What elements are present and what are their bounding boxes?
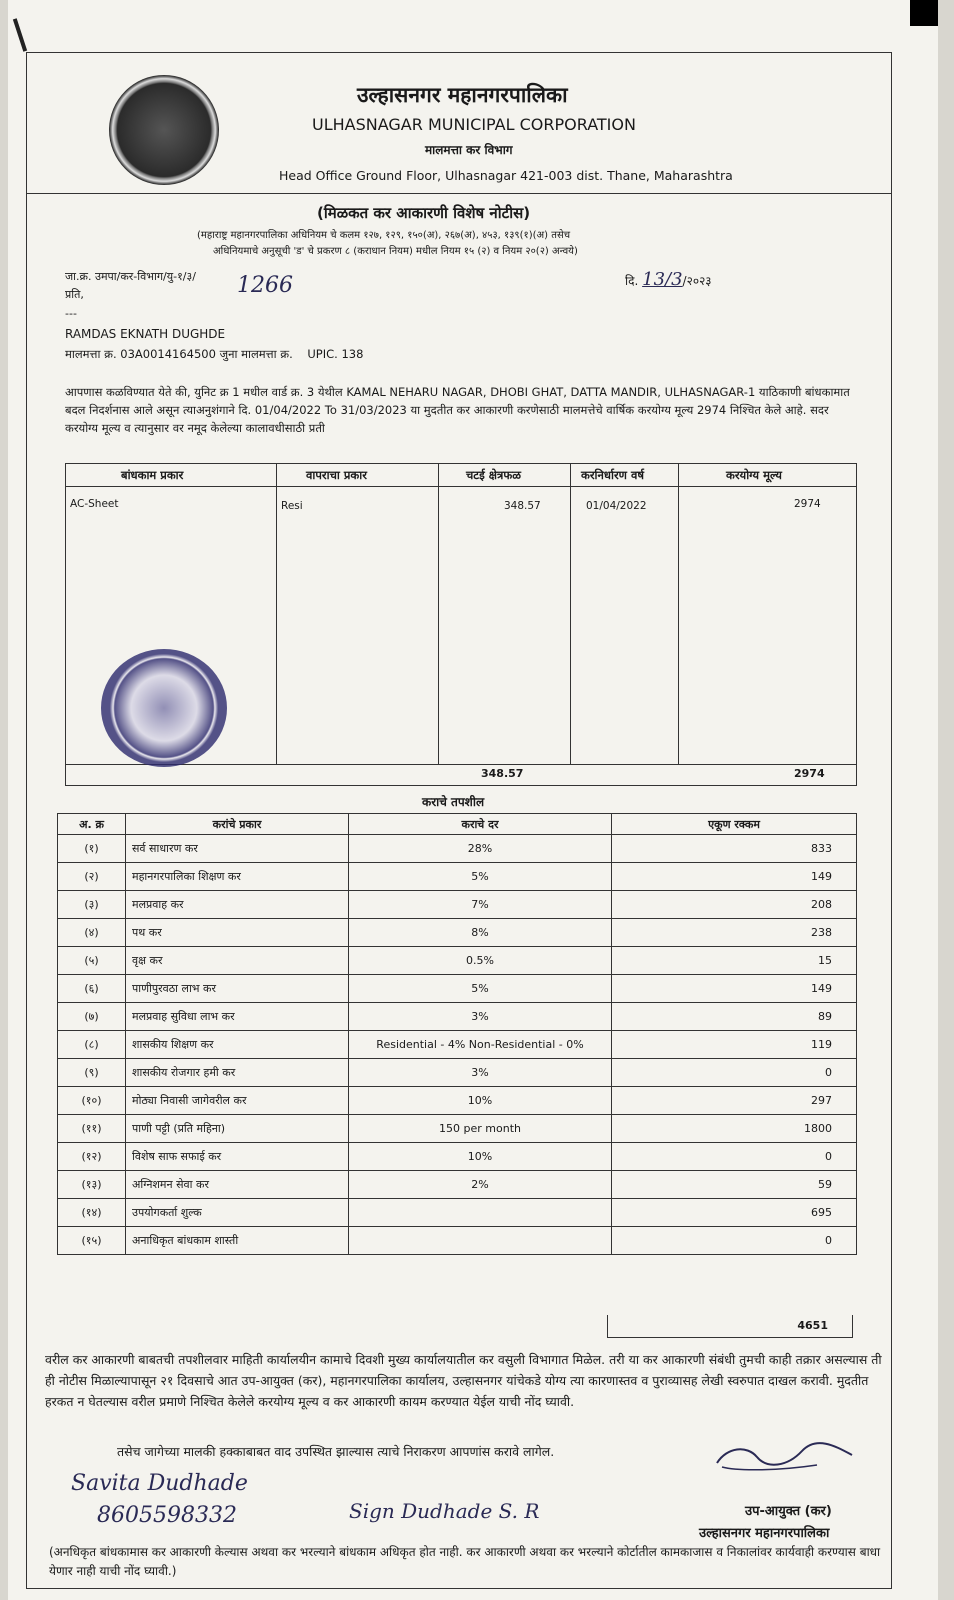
tax-row [58,1059,857,1087]
tax-details-title: कराचे तपशील [422,795,485,809]
tax-amount: 0 [612,1059,857,1087]
col-tax-rate: कराचे दर [349,814,612,835]
tax-serial: (६) [58,975,126,1003]
tax-rate: 3% [349,1003,612,1031]
notice-date [625,269,712,290]
body-paragraph: वरील कर आकारणी बाबतची तपशीलवार माहिती कार्यालयीन कामाचे दिवशी मुख्य कार्यालयातील कर वसुली विभागात मिळेल. तरी या कर आकारणी संबंधी तुमची काही तक्रार असल्यास ती ही नोटीस मिळाल्यापासून २१ दिवसाचे आत उप-आयुक्त (कर), महानगरपालिका कार्यालय, उल्हासनगर यांचेकडे योग्य त्या कारणास्तव व पुराव्यासह लेखी स्वरुपात दाखल करावी. मुदतीत हरकत न घेतल्यास वरील प्रमाणे निश्चित केलेले करयोग्य मूल्य व कर आकारणी कायम करण्यात येईल याची नोंद घ्यावी. [45,1352,882,1409]
tax-row [58,1087,857,1115]
pen-mark [13,18,27,52]
date-prefix: दि. [625,274,639,288]
col-carpet-area: चटई क्षेत्रफळ [466,468,521,482]
col-serial: अ. क्र [58,814,126,835]
tax-amount: 15 [612,947,857,975]
tax-amount: 833 [612,835,857,863]
tax-row [58,891,857,919]
addressee-label: प्रति, [65,288,84,301]
tax-type: वृक्ष कर [126,947,349,975]
tax-amount: 149 [612,975,857,1003]
tax-type: महानगरपालिका शिक्षण कर [126,863,349,891]
tax-serial: (७) [58,1003,126,1031]
tax-type: पाणी पट्टी (प्रति महिना) [126,1115,349,1143]
tax-rate [349,1199,612,1227]
valuation-total-row [65,763,857,786]
tax-row [58,1031,857,1059]
handwritten-name: Savita Dudhade [71,1471,248,1496]
tax-serial: (४) [58,919,126,947]
cell-year: 01/04/2022 [586,500,647,512]
corporation-title-marathi: उल्हासनगर महानगरपालिका [357,83,568,107]
cell-value: 2974 [794,498,821,510]
tax-type: सर्व साधारण कर [126,835,349,863]
tax-rate: 10% [349,1087,612,1115]
tax-type: अग्निशमन सेवा कर [126,1171,349,1199]
tax-amount: 0 [612,1227,857,1255]
tax-grand-total: 4651 [607,1315,853,1338]
reference-label: जा.क्र. उमपा/कर-विभाग/यु-१/३/ [65,270,196,283]
tax-type: पाणीपुरवठा लाभ कर [126,975,349,1003]
tax-row [58,1003,857,1031]
tax-amount: 238 [612,919,857,947]
property-label: मालमत्ता क्र. 03A0014164500 जुना मालमत्ता क्र. [65,347,293,361]
tax-header-row [58,814,857,835]
designation-deputy-commissioner: उप-आयुक्त (कर) [745,1504,832,1519]
tax-rate: 3% [349,1059,612,1087]
official-seal-stamp [101,649,227,767]
tax-row [58,975,857,1003]
tax-amount: 0 [612,1143,857,1171]
tax-amount: 297 [612,1087,857,1115]
tax-row [58,919,857,947]
tax-amount: 208 [612,891,857,919]
upic-number: UPIC. 138 [307,347,364,361]
notice-subtitle-2: अधिनियमाचे अनुसूची 'ड' चे प्रकरण ८ (कराधान नियम) मधील नियम १५ (२) व नियम २०(२) अन्वये) [213,246,578,257]
tax-type: पथ कर [126,919,349,947]
tax-rate: Residential - 4% Non-Residential - 0% [349,1031,612,1059]
tax-type: मोठ्या निवासी जागेवरील कर [126,1087,349,1115]
total-area: 348.57 [481,767,524,780]
corporation-title-english: ULHASNAGAR MUNICIPAL CORPORATION [312,115,636,134]
owner-name: RAMDAS EKNATH DUGHDE [65,327,226,341]
notice-title: (मिळकत कर आकारणी विशेष नोटीस) [317,204,531,222]
tax-serial: (१०) [58,1087,126,1115]
official-signature [707,1437,857,1473]
tax-rate: 2% [349,1171,612,1199]
col-tax-type: करांचे प्रकार [126,814,349,835]
tax-serial: (९) [58,1059,126,1087]
tax-row [58,1227,857,1255]
notice-document [26,52,892,1589]
tax-type: मलप्रवाह सुविधा लाभ कर [126,1003,349,1031]
tax-amount: 149 [612,863,857,891]
col-total-amount: एकूण रक्कम [612,814,857,835]
tax-row [58,947,857,975]
addressee-dashes: --- [65,307,77,320]
col-taxable-value: करयोग्य मूल्य [726,468,782,482]
tax-row [58,1171,857,1199]
reference-number-handwritten: 1266 [237,273,293,298]
office-address: Head Office Ground Floor, Ulhasnagar 421-003 dist. Thane, Maharashtra [279,168,733,183]
tax-amount: 59 [612,1171,857,1199]
col-usage-type: वापराचा प्रकार [306,468,367,482]
tax-rate: 28% [349,835,612,863]
tax-rate [349,1227,612,1255]
tax-type: विशेष साफ सफाई कर [126,1143,349,1171]
property-number [65,347,363,362]
date-handwritten: 13/3 [642,269,683,290]
tax-serial: (५) [58,947,126,975]
tax-rate: 8% [349,919,612,947]
tax-serial: (१४) [58,1199,126,1227]
tax-rate: 150 per month [349,1115,612,1143]
tax-serial: (११) [58,1115,126,1143]
notice-subtitle-1: (महाराष्ट्र महानगरपालिका अधिनियम चे कलम १२७, १२९, १५०(अ), २६७(अ), ४५३, १३९(१)(अ) तसेच [197,230,571,241]
tax-serial: (१२) [58,1143,126,1171]
tax-details-table [57,813,857,1255]
tax-amount: 695 [612,1199,857,1227]
tax-row [58,1143,857,1171]
col-construction-type: बांधकाम प्रकार [121,468,184,482]
municipal-emblem-logo [109,75,219,185]
handwritten-signature-note: Sign Dudhade S. R [349,1499,540,1523]
tax-serial: (१३) [58,1171,126,1199]
designation-corporation: उल्हासनगर महानगरपालिका [699,1526,830,1541]
tax-rate: 7% [349,891,612,919]
tax-serial: (२) [58,863,126,891]
tax-rate: 5% [349,863,612,891]
tax-rate: 5% [349,975,612,1003]
tax-serial: (८) [58,1031,126,1059]
tax-type: मलप्रवाह कर [126,891,349,919]
handwritten-phone: 8605598332 [97,1503,237,1528]
tax-serial: (१५) [58,1227,126,1255]
footnote: (अनधिकृत बांधकामास कर आकारणी केल्यास अथवा कर भरल्याने बांधकाम अधिकृत होत नाही. कर आकारणी अथवा कर भरल्याने कोर्टातील कामकाजास व निकालांवर कार्यवाही करण्यास बाधा येणार नाही याची नोंद घ्यावी.) [49,1545,881,1578]
cell-usage: Resi [281,500,303,512]
tax-serial: (१) [58,835,126,863]
tax-rate: 10% [349,1143,612,1171]
tax-type: अनाधिकृत बांधकाम शास्ती [126,1227,349,1255]
tax-row [58,1199,857,1227]
department-name: मालमत्ता कर विभाग [425,143,513,157]
header-divider [27,193,891,194]
tax-row [58,835,857,863]
tax-rate: 0.5% [349,947,612,975]
cell-construction: AC-Sheet [70,498,119,510]
tax-type: उपयोगकर्ता शुल्क [126,1199,349,1227]
tax-type: शासकीय रोजगार हमी कर [126,1059,349,1087]
total-value: 2974 [794,767,825,780]
tax-amount: 89 [612,1003,857,1031]
tax-row [58,1115,857,1143]
date-suffix: /२०२३ [682,274,712,288]
page-corner-shadow [910,0,938,26]
cell-area: 348.57 [504,500,541,512]
tax-serial: (३) [58,891,126,919]
tax-type: शासकीय शिक्षण कर [126,1031,349,1059]
tax-amount: 119 [612,1031,857,1059]
col-assessment-year: करनिर्धारण वर्ष [581,468,645,482]
tax-row [58,863,857,891]
tax-amount: 1800 [612,1115,857,1143]
notice-page [8,0,938,1600]
ownership-note: तसेच जागेच्या मालकी हक्काबाबत वाद उपस्थित झाल्यास त्याचे निराकरण आपणांस करावे लागेल. [117,1444,555,1459]
intro-paragraph: आपणास कळविण्यात येते की, युनिट क्र 1 मधील वार्ड क्र. 3 येथील KAMAL NEHARU NAGAR, DHOBI GHAT, DATTA MANDIR, ULHASNAGAR-1 याठिकाणी बांधकामात बदल निदर्शनास आले असून त्याअनुशंगाने दि. 01/04/2022 To 31/03/2023 या मुदतीत कर आकारणी करणेसाठी मालमत्तेचे वार्षिक करयोग्य मूल्य 2974 निश्चित केले आहे. सदर करयोग्य मूल्य व त्यानुसार वर नमूद केलेल्या कालावधीसाठी प्रती [65,385,850,435]
